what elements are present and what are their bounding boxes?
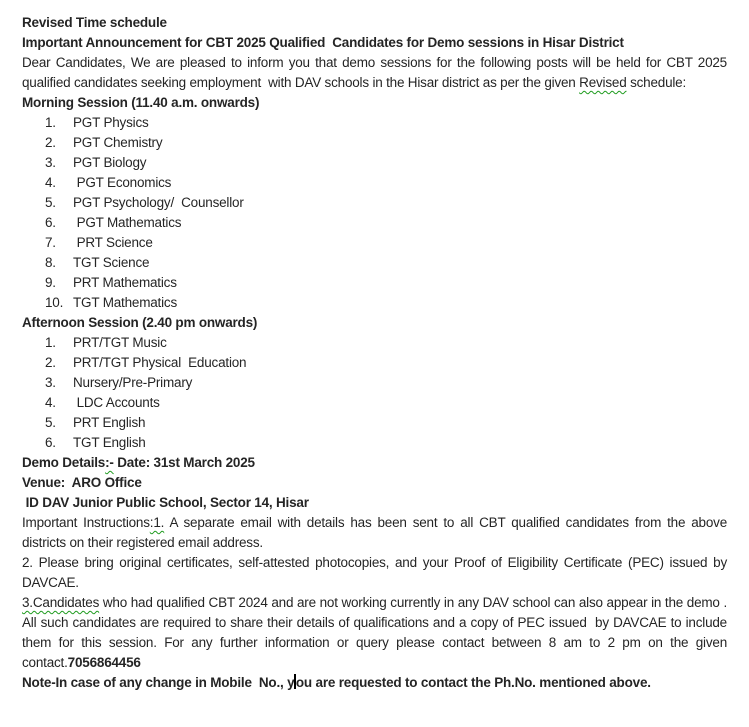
intro-paragraph [22,53,731,93]
list-item [22,353,727,373]
list-item-number: 2. [45,135,56,150]
list-item-label: PGT Economics [73,175,172,190]
afternoon-session-list [22,333,727,453]
list-item-number: 7. [45,235,56,250]
instruction-3-text: who had qualified CBT 2024 and are not working currently in any DAV school can also appear in the demo . All such candidates are required to share their details of qualifications and a copy of PEC issued by DAVCAE to include them for this session. For any further information or query please contact between 8 am to 2 pm on the given contact. [22,595,731,670]
list-item-number: 10. [45,295,64,310]
grammar-flagged-text: :1. [149,515,165,530]
list-item [22,133,727,153]
demo-details-label: Demo Details [22,455,106,470]
morning-session-list [22,113,727,313]
list-item-label: TGT Mathematics [73,295,177,310]
school-line: ID DAV Junior Public School, Sector 14, Hisar [22,495,309,510]
list-item-number: 2. [45,355,56,370]
list-item-number: 1. [45,115,56,130]
list-item [22,433,727,453]
list-item-number: 4. [45,395,56,410]
list-item [22,113,727,133]
announcement-heading: Important Announcement for CBT 2025 Qualified Candidates for Demo sessions in Hisar District [22,35,624,50]
list-item-number: 3. [45,375,56,390]
contact-phone-number: 7056864456 [67,655,141,670]
list-item-number: 8. [45,255,56,270]
demo-details-line [22,453,727,473]
note-text-before: Note-In case of any change in Mobile No., y [22,675,295,690]
list-item-label: PRT Mathematics [73,275,177,290]
list-item-number: 5. [45,195,56,210]
list-item-label: PRT/TGT Music [73,335,167,350]
list-item-label: PRT/TGT Physical Education [73,355,247,370]
instructions-paragraph-1 [22,513,731,553]
list-item-number: 5. [45,415,56,430]
grammar-flagged-text: 3.Candidates [22,595,100,610]
list-item [22,233,727,253]
instruction-1-text: A separate email with details has been sent to all CBT qualified candidates from the above districts on their registered email address. [22,515,731,550]
demo-details-rest: Date: 31st March 2025 [113,455,255,470]
list-item [22,193,727,213]
instructions-paragraph-2: 2. Please bring original certificates, self-attested photocopies, and your Proof of Eligibility Certificate (PEC) issued by DAVCAE. [22,555,731,590]
list-item [22,293,727,313]
list-item-number: 4. [45,175,56,190]
list-item [22,333,727,353]
intro-text-after: schedule: [626,75,687,90]
list-item-label: PGT Psychology/ Counsellor [73,195,244,210]
list-item-label: PRT English [73,415,146,430]
grammar-flagged-word: Revised [579,75,627,90]
list-item-label: PGT Biology [73,155,147,170]
list-item [22,253,727,273]
note-text-after: ou are requested to contact the Ph.No. mentioned above. [295,675,651,690]
instructions-label: Important Instructions [22,515,150,530]
list-item [22,393,727,413]
list-item [22,213,727,233]
note-line [22,673,727,693]
list-item-label: LDC Accounts [73,395,160,410]
list-item-label: Nursery/Pre-Primary [73,375,193,390]
list-item-number: 3. [45,155,56,170]
list-item-number: 6. [45,215,56,230]
list-item-label: PRT Science [73,235,153,250]
afternoon-session-heading: Afternoon Session (2.40 pm onwards) [22,315,258,330]
list-item-number: 6. [45,435,56,450]
list-item-label: TGT Science [73,255,150,270]
venue-line: Venue: ARO Office [22,475,142,490]
list-item [22,413,727,433]
intro-text-before: Dear Candidates, We are pleased to inform you that demo sessions for the following posts will be held for CBT 2025 qualified candidates seeking employment with DAV schools in the Hisar district as per the given [22,55,731,90]
morning-session-heading: Morning Session (11.40 a.m. onwards) [22,95,260,110]
list-item [22,373,727,393]
list-item-number: 1. [45,335,56,350]
instructions-paragraph-3 [22,593,731,673]
list-item [22,273,727,293]
document-title: Revised Time schedule [22,15,167,30]
list-item-label: PGT Mathematics [73,215,182,230]
list-item-label: PGT Chemistry [73,135,163,150]
grammar-flagged-text: :- [105,455,114,470]
list-item [22,173,727,193]
list-item-number: 9. [45,275,56,290]
list-item-label: TGT English [73,435,146,450]
list-item-label: PGT Physics [73,115,149,130]
list-item [22,153,727,173]
